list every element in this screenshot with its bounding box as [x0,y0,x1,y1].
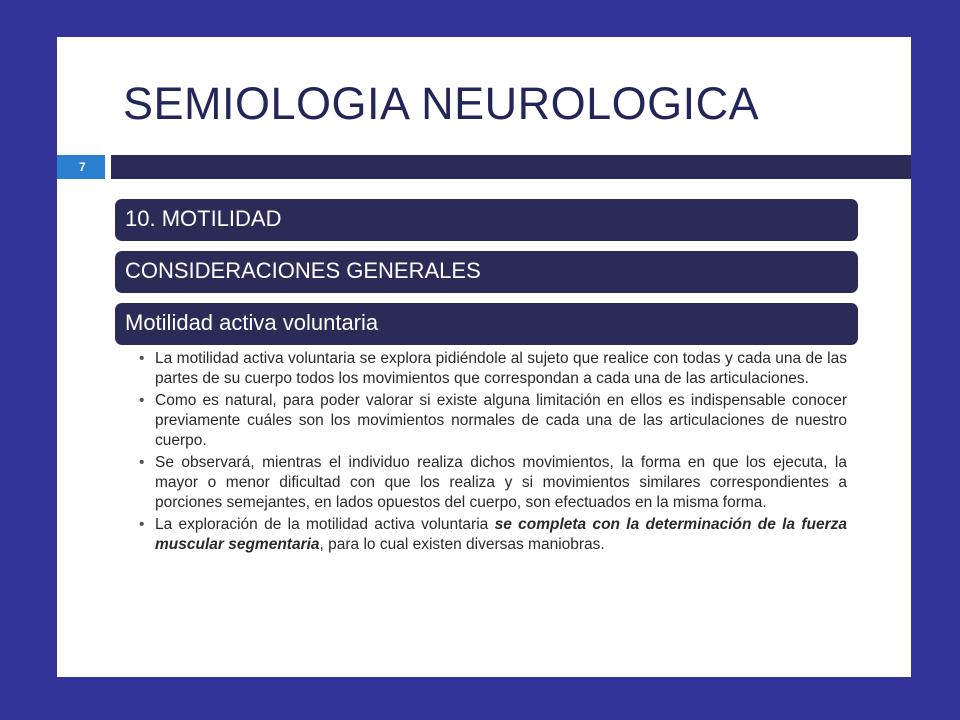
bullet-text-post: , para lo cual existen diversas maniobras. [319,536,605,553]
bullet-item [135,391,847,451]
section-heading-consideraciones: CONSIDERACIONES GENERALES [115,251,858,293]
page-number-badge: 7 [57,155,105,179]
bullet-item [135,515,847,555]
bullet-item [135,349,847,389]
slide-title: SEMIOLOGIA NEUROLOGICA [123,78,760,129]
bullet-text: Se observará, mientras el individuo realiza dichos movimientos, la forma en que los ejecuta, la mayor o menor dificultad con que los realiza y si movimientos similares correspondientes a porciones semejantes, en lados opuestos del cuerpo, son efectuados en la misma forma. [155,454,847,511]
slide [57,37,911,677]
bullet-text: Como es natural, para poder valorar si existe alguna limitación en ellos es indispensable conocer previamente cuáles son los movimientos normales de cada una de las articulaciones de nuestro cuerpo. [155,392,847,449]
bullet-text-pre: La exploración de la motilidad activa voluntaria [155,516,495,533]
bullet-list [135,349,847,557]
bullet-text-emphasis: se completa con la determinación de la fuerza muscular segmentaria [155,516,847,553]
section-heading-motilidad: 10. MOTILIDAD [115,199,858,241]
header-bar [111,155,911,179]
section-heading-motilidad-activa: Motilidad activa voluntaria [115,303,858,345]
bullet-text: La motilidad activa voluntaria se explora pidiéndole al sujeto que realice con todas y cada una de las partes de su cuerpo todos los movimientos que correspondan a cada una de las articulaciones. [155,350,847,387]
bullet-item [135,453,847,513]
